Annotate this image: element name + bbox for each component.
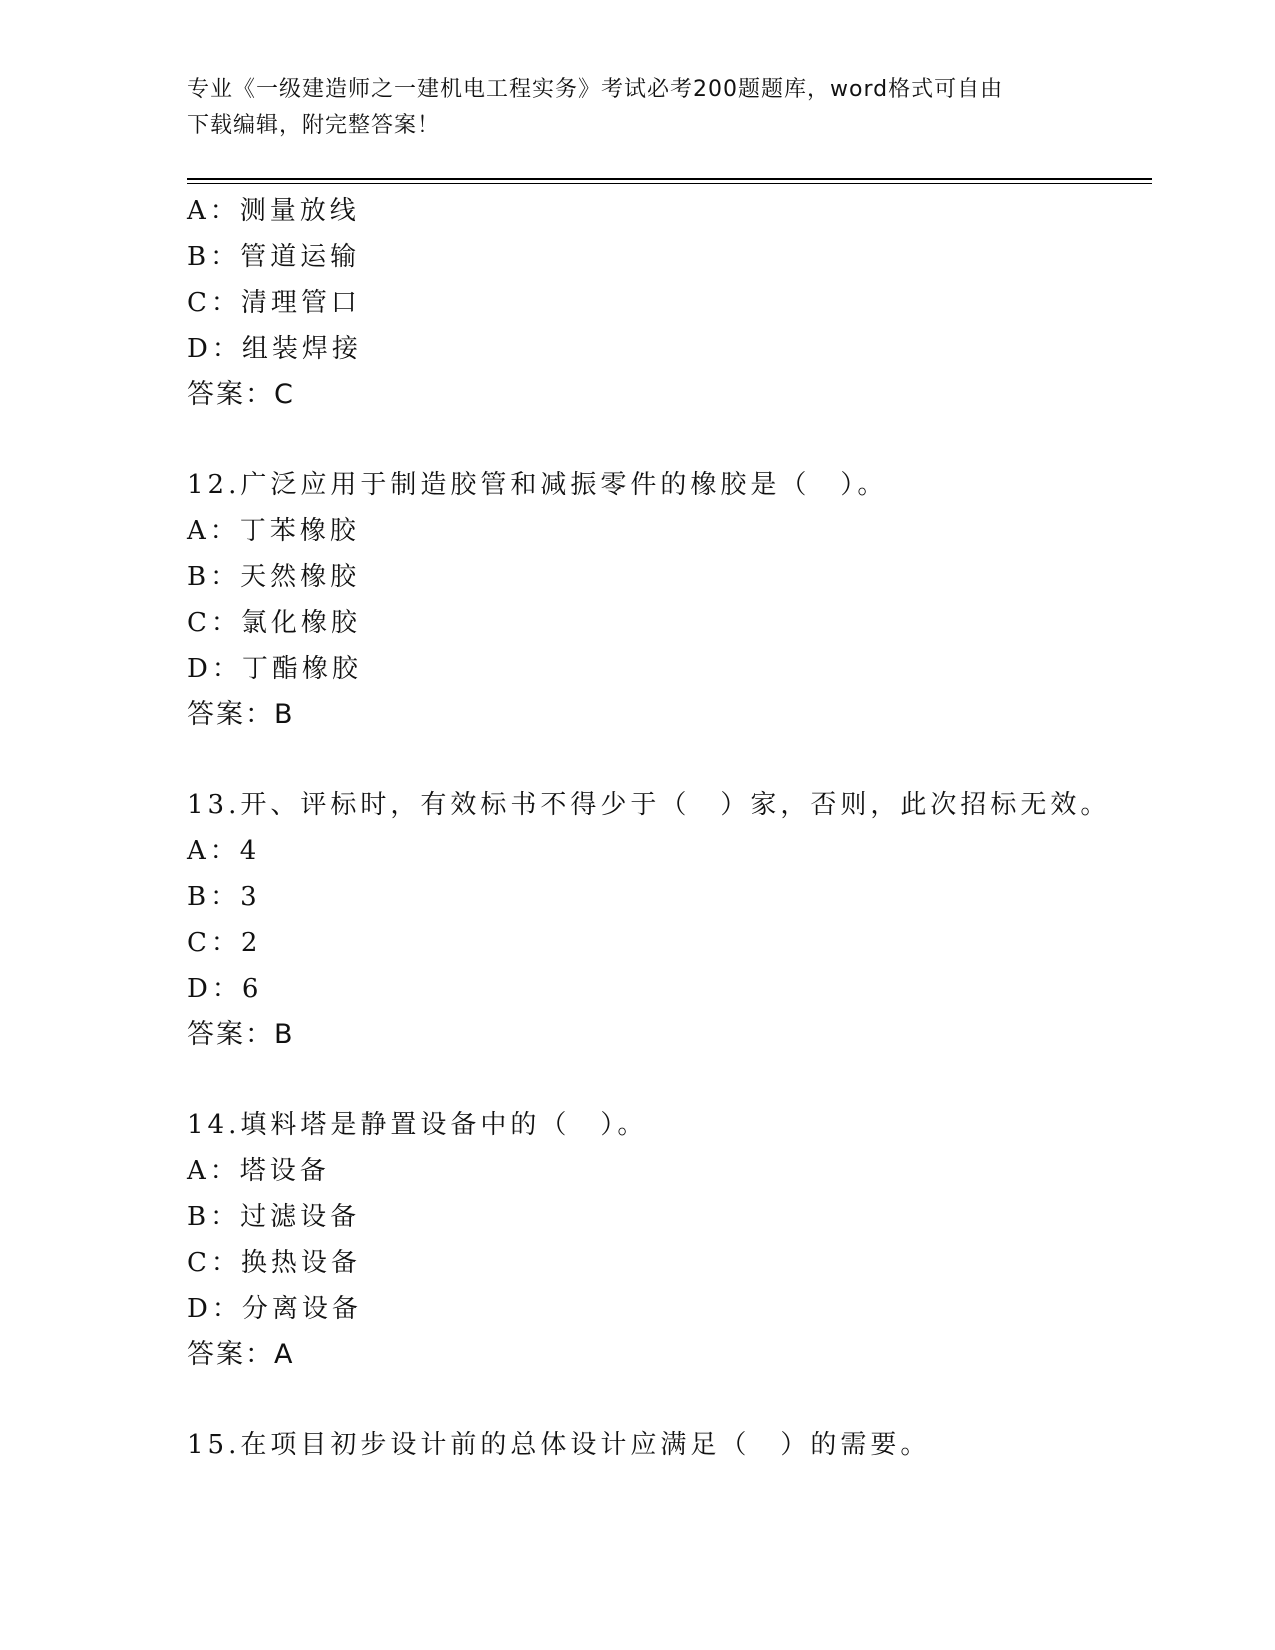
- option-b: B：天然橡胶: [187, 562, 361, 592]
- option-c: C：2: [187, 928, 262, 958]
- answer: 答案：A: [187, 1339, 295, 1370]
- question-content: [187, 188, 1152, 1468]
- option-d: D：分离设备: [187, 1294, 362, 1324]
- question-13: [187, 782, 1152, 1058]
- option-a: A：4: [187, 836, 261, 866]
- option-d: D：组装焊接: [187, 334, 362, 364]
- question-stem: 12.广泛应用于制造胶管和减振零件的橡胶是（ ）。: [187, 470, 888, 500]
- header-divider-thick: [187, 178, 1152, 180]
- header-line-2: 下载编辑，附完整答案！: [187, 113, 441, 138]
- question-stem: 14.填料塔是静置设备中的（ ）。: [187, 1110, 648, 1140]
- question-stem: 13.开、评标时，有效标书不得少于（ ）家，否则，此次招标无效。: [187, 790, 1111, 820]
- header-line-1: 专业《一级建造师之一建机电工程实务》考试必考200题题库，word格式可自由: [187, 77, 1004, 102]
- option-a: A：测量放线: [187, 196, 360, 226]
- option-a: A：塔设备: [187, 1156, 330, 1186]
- question-15: [187, 1422, 1152, 1468]
- question-stem: 15.在项目初步设计前的总体设计应满足（ ）的需要。: [187, 1430, 931, 1460]
- answer: 答案：C: [187, 379, 295, 410]
- option-d: D：丁酯橡胶: [187, 654, 362, 684]
- option-c: C：换热设备: [187, 1248, 361, 1278]
- document-header: [187, 72, 1087, 144]
- option-c: C：清理管口: [187, 288, 361, 318]
- option-b: B：管道运输: [187, 242, 361, 272]
- option-b: B：过滤设备: [187, 1202, 361, 1232]
- question-12: [187, 462, 1152, 738]
- answer: 答案：B: [187, 1019, 295, 1050]
- question-11-partial: [187, 188, 1152, 418]
- option-a: A：丁苯橡胶: [187, 516, 360, 546]
- option-c: C：氯化橡胶: [187, 608, 361, 638]
- option-d: D：6: [187, 974, 263, 1004]
- answer: 答案：B: [187, 699, 295, 730]
- header-divider-thin: [187, 183, 1152, 184]
- option-b: B：3: [187, 882, 261, 912]
- question-14: [187, 1102, 1152, 1378]
